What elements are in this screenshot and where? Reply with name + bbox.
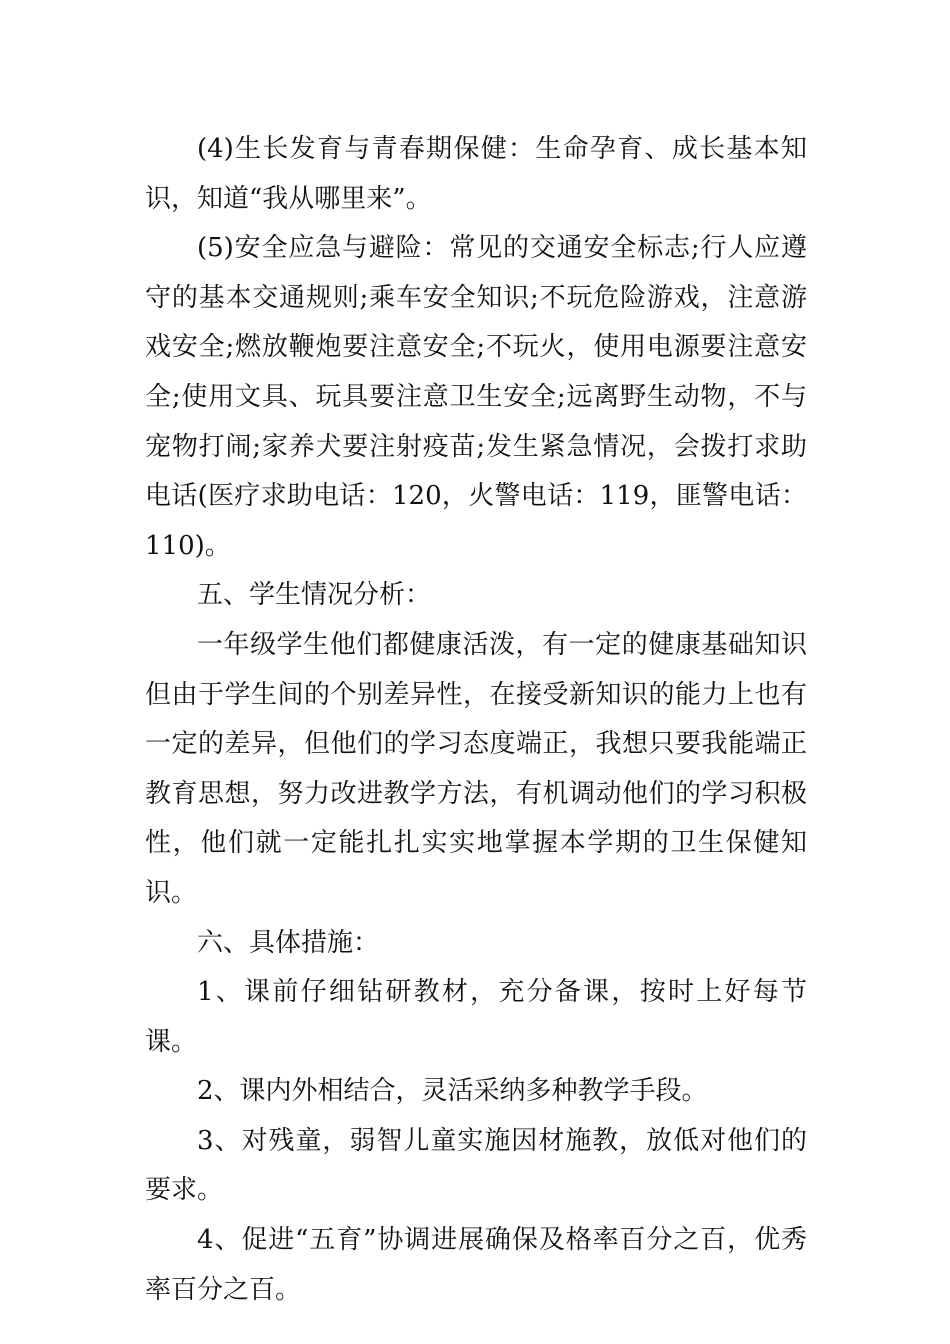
heading-student-analysis: 五、学生情况分析： (197, 580, 432, 611)
heading-measures: 六、具体措施： (197, 927, 380, 958)
paragraph-student-analysis: 一年级学生他们都健康活泼，有一定的健康基础知识但由于学生间的个别差异性，在接受新知识的能力上也有一定的差异，但他们的学习态度端正，我想只要我能端正教育思想，努力改进教学方法，有机调动他们的学习积极性，他们就一定能扎扎实实地掌握本学期的卫生保健知识。 (145, 629, 807, 908)
measure-item-1: 1、课前仔细钻研教材，充分备课，按时上好每节课。 (145, 977, 807, 1057)
paragraph-growth-health: (4)生长发育与青春期保健：生命孕育、成长基本知识，知道“我从哪里来”。 (145, 134, 807, 214)
measure-item-2: 2、课内外相结合，灵活采纳多种教学手段。 (197, 1076, 708, 1107)
measure-item-3: 3、对残童，弱智儿童实施因材施教，放低对他们的要求。 (145, 1125, 807, 1206)
document-body (145, 125, 807, 1315)
paragraph-safety-emergency: (5)安全应急与避险：常见的交通安全标志;行人应遵守的基本交通规则;乘车安全知识;不玩危险游戏，注意游戏安全;燃放鞭炮要注意安全;不玩火，使用电源要注意安全;使用文具、玩具要注意卫生安全;远离野生动物，不与宠物打闹;家养犬要注射疫苗;发生紧急情况，会拨打求助电话(医疗求助电话：120，火警电话：119，匪警电话：110)。 (145, 233, 807, 561)
measure-item-4: 4、促进“五育”协调进展确保及格率百分之百，优秀率百分之百。 (145, 1225, 807, 1305)
